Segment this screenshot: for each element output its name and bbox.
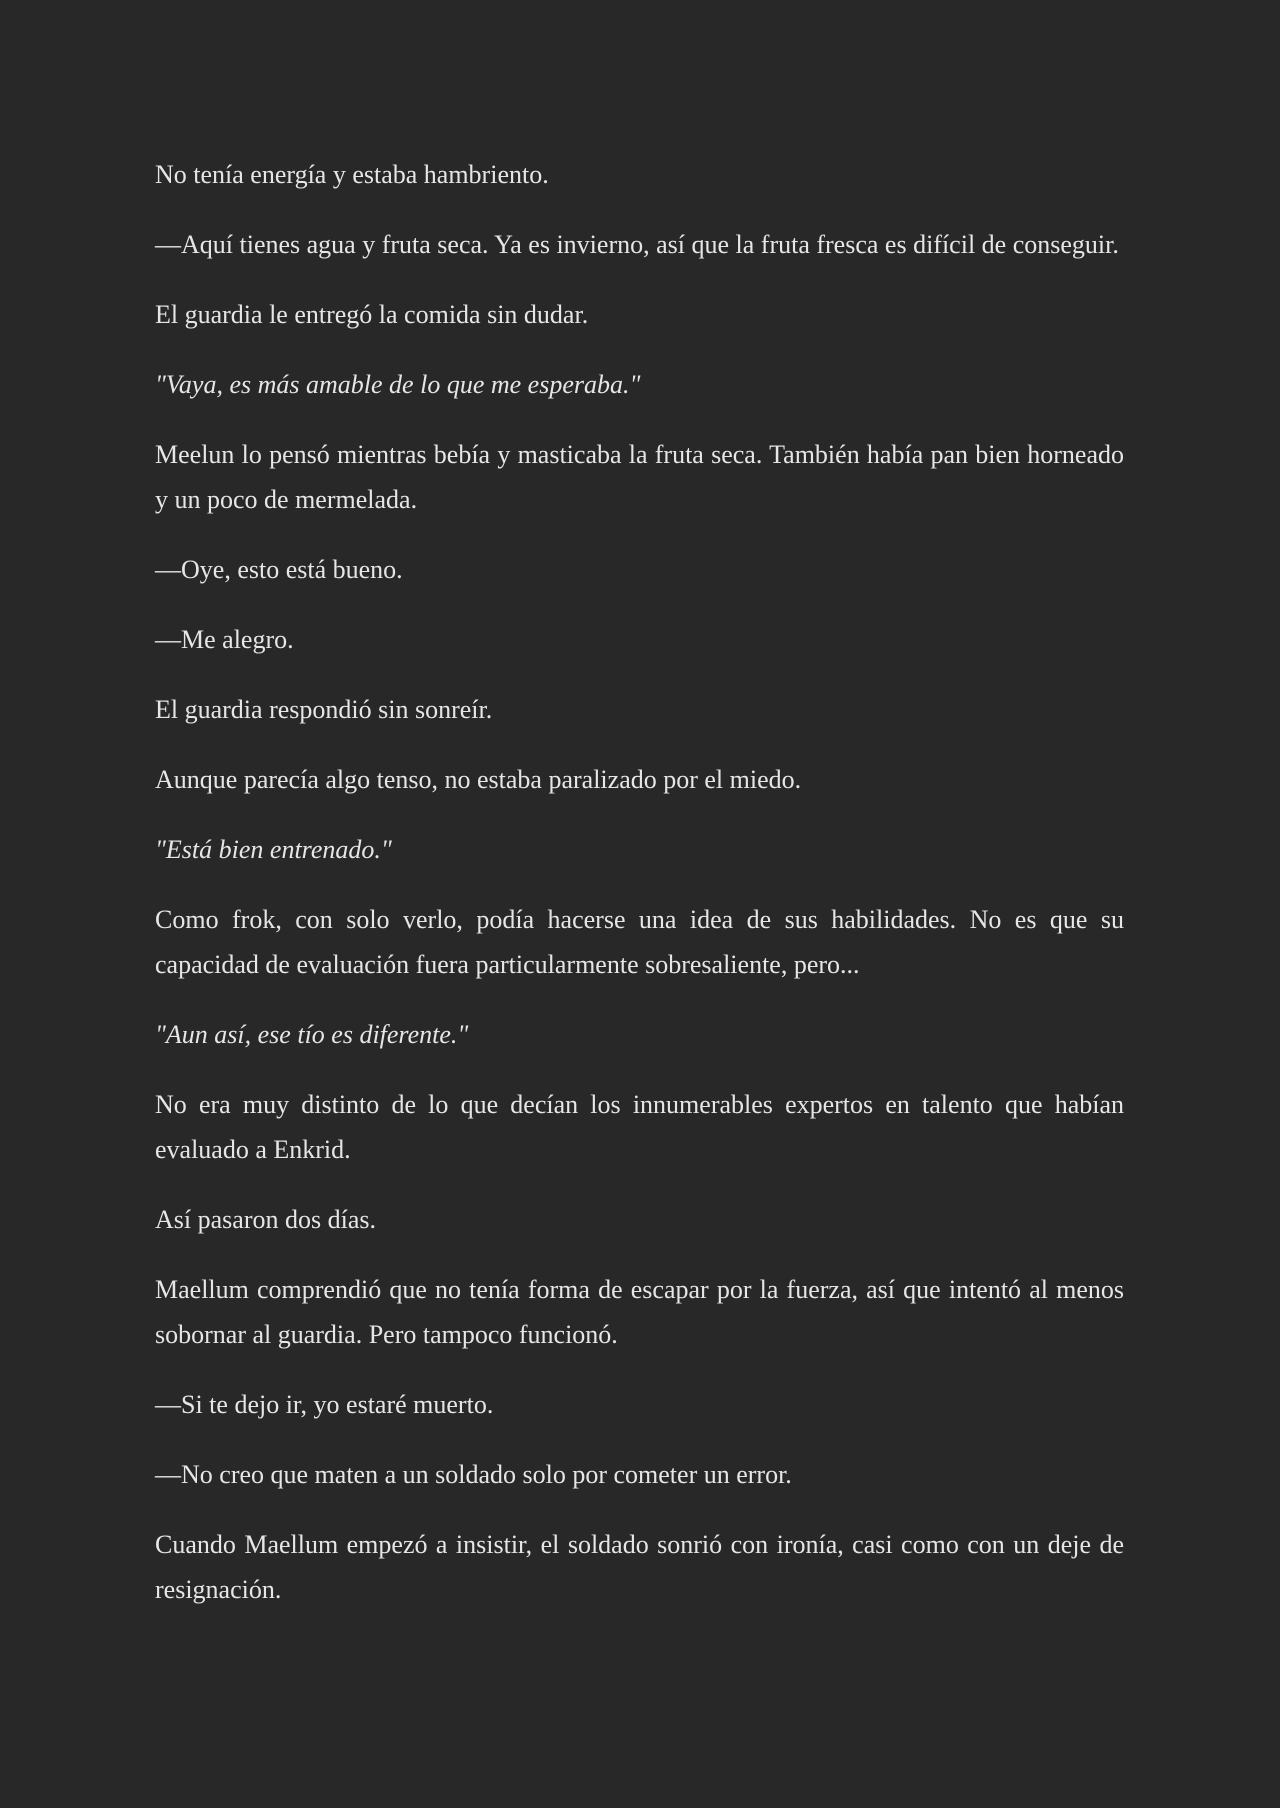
paragraph: No tenía energía y estaba hambriento. (155, 160, 549, 189)
paragraph: Cuando Maellum empezó a insistir, el soldado sonrió con ironía, casi como con un deje de resignación. (155, 1530, 1124, 1604)
paragraph: Como frok, con solo verlo, podía hacerse una idea de sus habilidades. No es que su capacidad de evaluación fuera particularmente sobresaliente, pero... (155, 905, 1124, 979)
paragraph: —Oye, esto está bueno. (155, 555, 403, 584)
paragraph: —Me alegro. (155, 625, 294, 654)
paragraph: Así pasaron dos días. (155, 1205, 376, 1234)
paragraph: Maellum comprendió que no tenía forma de escapar por la fuerza, así que intentó al menos sobornar al guardia. Pero tampoco funcionó. (155, 1275, 1124, 1349)
thought-paragraph: "Vaya, es más amable de lo que me esperaba." (155, 370, 641, 399)
paragraph: Aunque parecía algo tenso, no estaba paralizado por el miedo. (155, 765, 802, 794)
chapter-text (155, 152, 1124, 1612)
paragraph: El guardia le entregó la comida sin dudar. (155, 300, 589, 329)
thought-paragraph: "Está bien entrenado." (155, 835, 392, 864)
paragraph: —No creo que maten a un soldado solo por cometer un error. (155, 1460, 792, 1489)
paragraph: —Aquí tienes agua y fruta seca. Ya es invierno, así que la fruta fresca es difícil de conseguir. (155, 230, 1119, 259)
paragraph: No era muy distinto de lo que decían los innumerables expertos en talento que habían evaluado a Enkrid. (155, 1090, 1124, 1164)
paragraph: El guardia respondió sin sonreír. (155, 695, 493, 724)
paragraph: —Si te dejo ir, yo estaré muerto. (155, 1390, 494, 1419)
thought-paragraph: "Aun así, ese tío es diferente." (155, 1020, 469, 1049)
paragraph: Meelun lo pensó mientras bebía y masticaba la fruta seca. También había pan bien horneado y un poco de mermelada. (155, 440, 1124, 514)
